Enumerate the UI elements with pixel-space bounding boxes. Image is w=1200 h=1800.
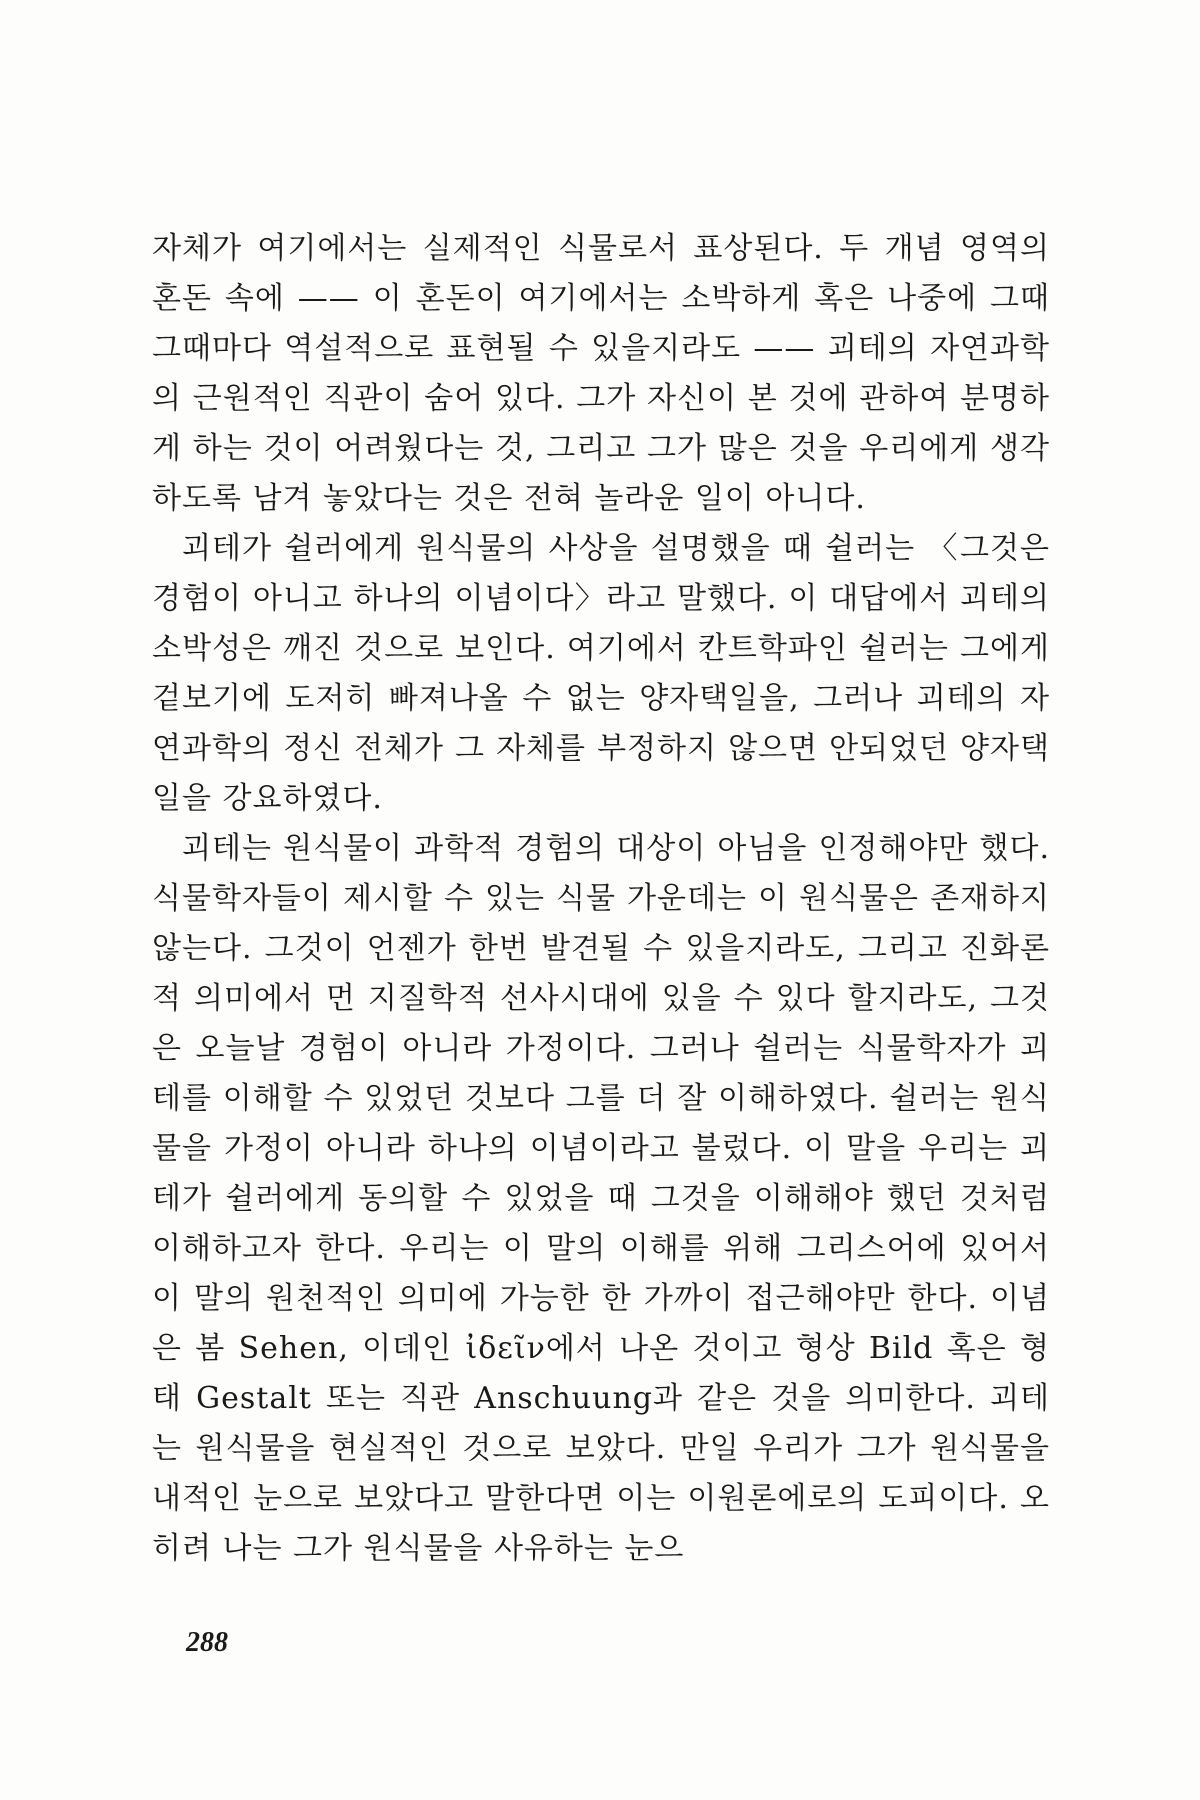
- paragraph-1: 자체가 여기에서는 실제적인 식물로서 표상된다. 두 개념 영역의 혼돈 속에 —— 이 혼돈이 여기에서는 소박하게 혹은 나중에 그때 그때마다 역설적으로 표현될 수 있을지라도 —— 괴테의 자연과학의 근원적인 직관이 숨어 있다. 그가 자신이 본 것에 관하여 분명하게 하는 것이 어려웠다는 것, 그리고 그가 많은 것을 우리에게 생각하도록 남겨 놓았다는 것은 전혀 놀라운 일이 아니다.: [152, 231, 1050, 516]
- paragraph-3: 괴테는 원식물이 과학적 경험의 대상이 아님을 인정해야만 했다. 식물학자들이 제시할 수 있는 식물 가운데는 이 원식물은 존재하지 않는다. 그것이 언젠가 한번 발견될 수 있을지라도, 그리고 진화론적 의미에서 먼 지질학적 선사시대에 있을 수 있다 할지라도, 그것은 오늘날 경험이 아니라 가정이다. 그러나 쉴러는 식물학자가 괴테를 이해할 수 있었던 것보다 그를 더 잘 이해하였다. 쉴러는 원식물을 가정이 아니라 하나의 이념이라고 불렀다. 이 말을 우리는 괴테가 쉴러에게 동의할 수 있었을 때 그것을 이해해야 했던 것처럼 이해하고자 한다. 우리는 이 말의 이해를 위해 그리스어에 있어서 이 말의 원천적인 의미에 가능한 한 가까이 접근해야만 한다. 이념은 봄 Sehen, 이데인 ἰδεῖν에서 나온 것이고 형상 Bild 혹은 형태 Gestalt 또는 직관 Anschuung과 같은 것을 의미한다. 괴테는 원식물을 현실적인 것으로 보았다. 만일 우리가 그가 원식물을 내적인 눈으로 보았다고 말한다면 이는 이원론에로의 도피이다. 오히려 나는 그가 원식물을 사유하는 눈으: [152, 831, 1050, 1566]
- body-text: [152, 224, 1050, 1574]
- page-number: 288: [186, 1627, 228, 1658]
- paragraph-2: 괴테가 쉴러에게 원식물의 사상을 설명했을 때 쉴러는 〈그것은 경험이 아니고 하나의 이념이다〉라고 말했다. 이 대답에서 괴테의 소박성은 깨진 것으로 보인다. 여기에서 칸트학파인 쉴러는 그에게 겉보기에 도저히 빠져나올 수 없는 양자택일을, 그러나 괴테의 자연과학의 정신 전체가 그 자체를 부정하지 않으면 안되었던 양자택일을 강요하였다.: [152, 531, 1050, 816]
